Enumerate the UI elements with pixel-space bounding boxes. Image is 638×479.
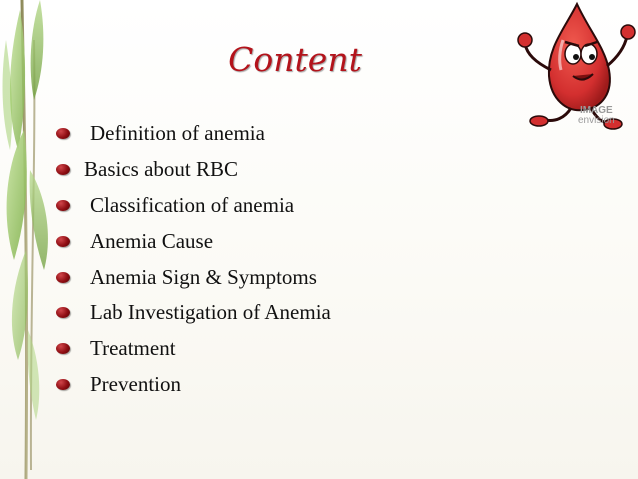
watermark-line-2: envision: [578, 115, 615, 126]
list-item-label: Definition of anemia: [90, 121, 265, 146]
red-oval-bullet-icon: [56, 236, 70, 247]
list-item-label: Anemia Sign & Symptoms: [90, 264, 317, 289]
list-item: [56, 152, 331, 188]
red-oval-bullet-icon: [56, 164, 70, 175]
list-item-label: Prevention: [90, 371, 181, 396]
watermark-line-1: IMAGE: [579, 105, 613, 116]
list-item: [56, 188, 331, 224]
red-oval-bullet-icon: [56, 307, 70, 318]
list-item-label: Lab Investigation of Anemia: [90, 300, 331, 325]
list-item: [56, 223, 331, 259]
list-item: [56, 259, 331, 295]
red-oval-bullet-icon: [56, 272, 70, 283]
content-list: [56, 116, 331, 402]
list-item-label: Basics about RBC: [84, 157, 239, 182]
list-item-label: Classification of anemia: [90, 192, 295, 217]
slide-title: Content: [228, 40, 362, 79]
list-item: [56, 116, 331, 152]
list-item: [56, 367, 331, 403]
red-oval-bullet-icon: [56, 379, 70, 390]
red-oval-bullet-icon: [56, 200, 70, 211]
list-item-label: Treatment: [90, 336, 176, 361]
blood-drop-character-icon: [515, 0, 638, 135]
red-oval-bullet-icon: [56, 343, 70, 354]
watermark: [578, 106, 615, 126]
list-item: [56, 331, 331, 367]
list-item-label: Anemia Cause: [90, 228, 214, 253]
red-oval-bullet-icon: [56, 128, 70, 139]
list-item: [56, 295, 331, 331]
